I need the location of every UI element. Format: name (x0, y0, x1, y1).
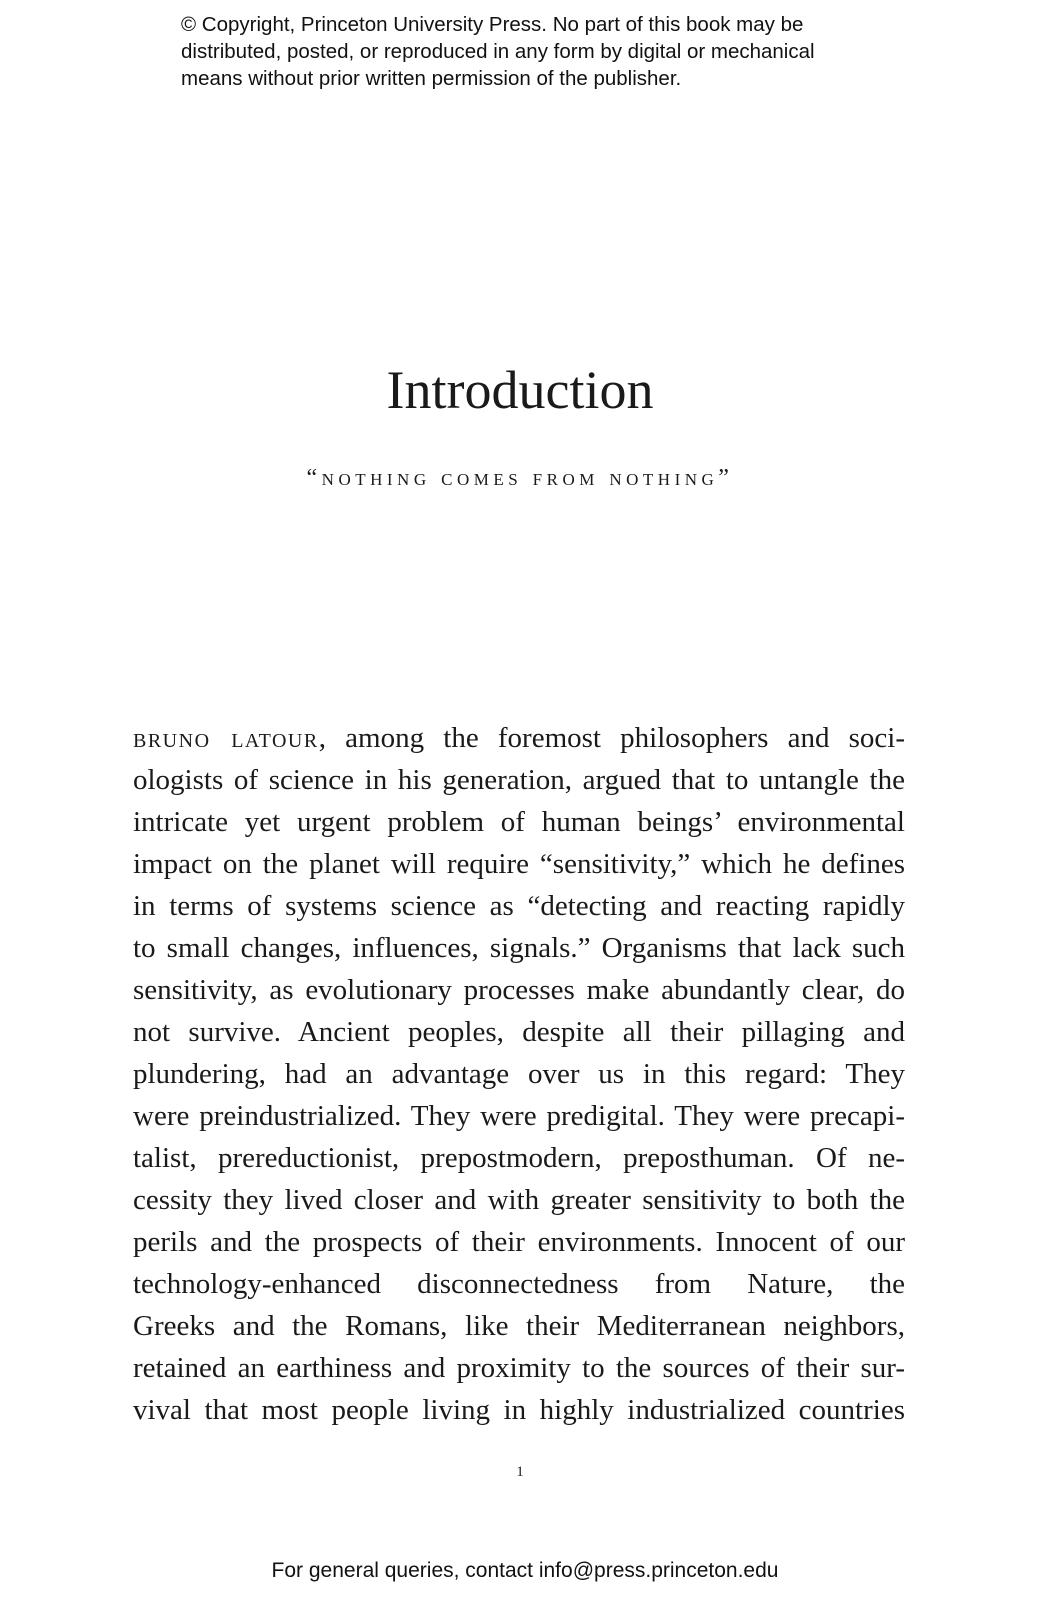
paragraph-line: retained an earthiness and proximity to the sources of their sur- (133, 1352, 905, 1384)
paragraph-line: vival that most people living in highly industrialized countries (133, 1394, 905, 1426)
copyright-line: means without prior written permission of the publisher. (181, 67, 682, 90)
paragraph-line: cessity they lived closer and with greater sensitivity to both the (133, 1184, 905, 1216)
paragraph-line-text: , among the foremost philosophers and soci- (318, 722, 905, 754)
page-number: 1 (516, 1464, 524, 1480)
paragraph-line: ologists of science in his generation, argued that to untangle the (133, 764, 905, 796)
paragraph-line: sensitivity, as evolutionary processes make abundantly clear, do (133, 974, 905, 1006)
paragraph-line: to small changes, influences, signals.” Organisms that lack such (133, 932, 905, 964)
copyright-line: © Copyright, Princeton University Press. No part of this book may be (181, 13, 804, 36)
paragraph-line: Greeks and the Romans, like their Mediterranean neighbors, (133, 1310, 905, 1342)
copyright-notice (181, 11, 901, 92)
chapter-subtitle: “nothing comes from nothing” (306, 465, 734, 491)
footer-contact: For general queries, contact info@press.princeton.edu (271, 1559, 779, 1582)
paragraph-line: talist, prereductionist, prepostmodern, preposthuman. Of ne- (133, 1142, 905, 1174)
paragraph-line: plundering, had an advantage over us in this regard: They (133, 1058, 905, 1090)
paragraph-line: intricate yet urgent problem of human beings’ environmental (133, 806, 905, 838)
lead-in-author: bruno latour (133, 722, 319, 754)
paragraph-line: technology-enhanced disconnectedness from Nature, the (133, 1268, 905, 1300)
paragraph-line: not survive. Ancient peoples, despite all their pillaging and (133, 1016, 905, 1048)
paragraph-line: were preindustrialized. They were predigital. They were precapi- (133, 1100, 905, 1132)
paragraph-line: in terms of systems science as “detecting and reacting rapidly (133, 890, 905, 922)
chapter-title: Introduction (386, 360, 654, 420)
paragraph-line: impact on the planet will require “sensitivity,” which he defines (133, 848, 905, 880)
paragraph-line: perils and the prospects of their environments. Innocent of our (133, 1226, 905, 1258)
copyright-line: distributed, posted, or reproduced in any form by digital or mechanical (181, 40, 815, 63)
body-paragraph (133, 717, 905, 1431)
paragraph-line (133, 717, 905, 759)
